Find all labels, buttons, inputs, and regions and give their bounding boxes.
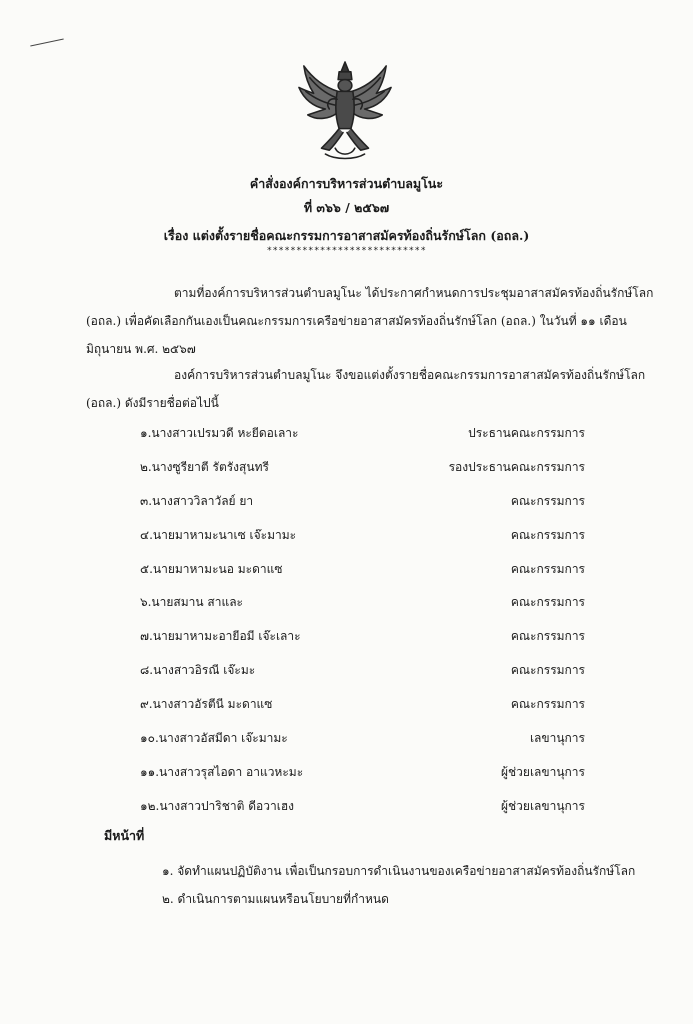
separator-stars: *************************** [266, 246, 427, 256]
order-number: ที่ ๓๖๖ / ๒๕๖๗ [303, 200, 390, 215]
order-subject: เรื่อง แต่งตั้งรายชื่อคณะกรรมการอาสาสมัครท้องถิ่นรักษ์โลก (อถล.) [163, 228, 530, 243]
member-name: ๓.นางสาววิลาวัลย์ ยา [140, 493, 254, 508]
member-role: ผู้ช่วยเลขานุการ [501, 798, 585, 813]
member-row [0, 661, 693, 695]
member-row [0, 593, 693, 627]
member-name: ๑๐.นางสาวอัสมีดา เจ๊ะมามะ [140, 731, 288, 746]
member-role: คณะกรรมการ [510, 663, 585, 678]
member-name: ๑๒.นางสาวปาริชาติ ดีอวาเฮง [140, 798, 294, 813]
duty-item: ๑. จัดทำแผนปฏิบัติงาน เพื่อเป็นกรอบการดำเนินงานของเครือข่ายอาสาสมัครท้องถิ่นรักษ์โลก [162, 864, 636, 878]
member-row [0, 627, 693, 661]
member-row [0, 763, 693, 797]
member-role: คณะกรรมการ [510, 595, 585, 610]
scan-pen-mark [30, 38, 63, 46]
member-role: คณะกรรมการ [510, 697, 585, 712]
member-row [0, 458, 693, 492]
paragraph-line: (อถล.) ดังมีรายชื่อต่อไปนี้ [86, 396, 219, 410]
duties-heading: มีหน้าที่ [104, 828, 145, 843]
member-name: ๘.นางสาวอิรณี เจ๊ะมะ [140, 663, 256, 678]
member-row [0, 695, 693, 729]
member-name: ๖.นายสมาน สาและ [140, 595, 243, 610]
member-name: ๕.นายมาหามะนอ มะดาแซ [140, 561, 283, 576]
member-role: ประธานคณะกรรมการ [468, 426, 585, 440]
duties-list [162, 862, 635, 918]
member-row [0, 729, 693, 763]
order-title: คำสั่งองค์การบริหารส่วนตำบลมูโนะ [249, 176, 444, 191]
member-role: คณะกรรมการ [510, 561, 585, 576]
member-role: เลขานุการ [529, 731, 585, 746]
member-role: รองประธานคณะกรรมการ [448, 459, 585, 474]
member-row [0, 560, 693, 594]
member-role: คณะกรรมการ [510, 493, 585, 508]
member-row [0, 526, 693, 560]
paragraph-line: องค์การบริหารส่วนตำบลมูโนะ จึงขอแต่งตั้งรายชื่อคณะกรรมการอาสาสมัครท้องถิ่นรักษ์โลก [174, 368, 646, 382]
committee-member-list [0, 424, 693, 831]
appointment-paragraph [86, 361, 646, 417]
member-role: คณะกรรมการ [510, 629, 585, 644]
member-name: ๙.นางสาวอัรตีนี มะดาแซ [140, 697, 273, 712]
duty-item: ๒. ดำเนินการตามแผนหรือนโยบายที่กำหนด [162, 892, 389, 906]
member-row [0, 492, 693, 526]
garuda-emblem [296, 58, 394, 162]
member-row [0, 424, 693, 458]
member-name: ๑๑.นางสาวรุสไอดา อาแวหะมะ [140, 764, 304, 779]
member-name: ๒.นางซูรียาตี รัตรังสุนทรี [140, 459, 269, 474]
member-role: ผู้ช่วยเลขานุการ [501, 764, 585, 779]
member-name: ๑.นางสาวเปรมวดี หะยีดอเลาะ [140, 426, 299, 440]
intro-paragraph [86, 279, 654, 363]
member-name: ๗.นายมาหามะอายีอมี เจ๊ะเลาะ [140, 629, 301, 644]
paragraph-line: ตามที่องค์การบริหารส่วนตำบลมูโนะ ได้ประกาศกำหนดการประชุมอาสาสมัครท้องถิ่นรักษ์โลก [174, 286, 654, 300]
member-name: ๔.นายมาหามะนาเซ เจ๊ะมามะ [140, 527, 297, 542]
member-role: คณะกรรมการ [510, 527, 585, 542]
paragraph-line: (อถล.) เพื่อคัดเลือกกันเองเป็นคณะกรรมการเครือข่ายอาสาสมัครท้องถิ่นรักษ์โลก (อถล.) ในวันที่ ๑๑ เดือน [86, 314, 627, 328]
paragraph-line: มิถุนายน พ.ศ. ๒๕๖๗ [86, 342, 196, 356]
